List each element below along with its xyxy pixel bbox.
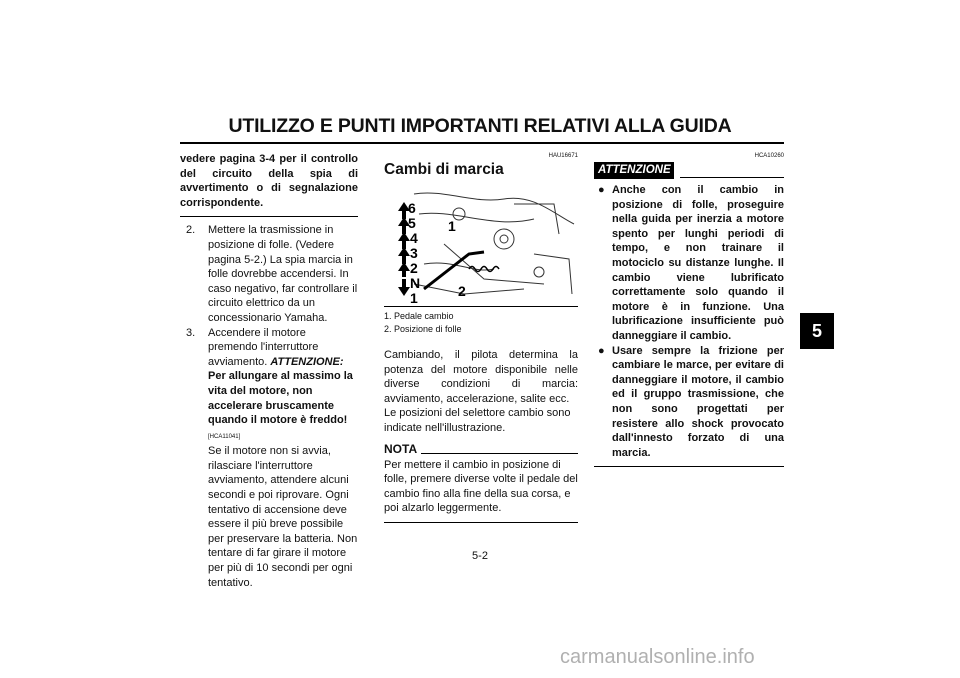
attention-badge: ATTENZIONE [594, 162, 674, 179]
nota-heading [384, 442, 578, 456]
nota-rule [421, 453, 578, 454]
nota-label: NOTA [384, 441, 418, 456]
step-text-b: Se il motore non si avvia, rilasciare l'interruttore avviamento, attendere alcuni secondi e poi riprovare. Ogni tentativo di accensione deve essere il più breve possibile per preservare la batteria. Non tentare di far girare il motore per più di 10 secondi per ogni tentativo. [208, 445, 358, 589]
column-3 [594, 152, 784, 467]
list-item [594, 183, 784, 344]
attention-end-rule [594, 466, 784, 467]
gear-label: 5 [408, 215, 416, 231]
callout-2: 2 [458, 283, 466, 299]
gear-label: 1 [410, 290, 418, 304]
nota-text: Per mettere il cambio in posizione di folle, premere diverse volte il pedale del cambio fino alla fine della sua corsa, e poi alzarlo leggermente. [384, 458, 578, 515]
body-text-2: Le posizioni del selettore cambio sono indicate nell'illustrazione. [384, 407, 571, 434]
body-text: Cambiando, il pilota determina la potenza del motore disponibile nelle diverse condizioni di marcia: avviamento, accelerazione, salite ecc. [384, 349, 578, 405]
step-number: 3. [186, 326, 196, 339]
reference-code: [HCA11041] [208, 433, 241, 440]
list-item [594, 344, 784, 461]
watermark: carmanualsonline.info [560, 646, 755, 668]
figure-rule [384, 306, 578, 307]
attention-code: HCA10260 [754, 153, 784, 159]
nota-end-rule [384, 522, 578, 523]
column-2 [384, 152, 578, 523]
attention-heading [594, 162, 784, 179]
bullet-text: Usare sempre la frizione per cambiare le marce, per evitare di danneggiare il motore, il cambio ed il gruppo trasmissione, che non sono progettati per resistere allo shock provocato dall'innesto forzato di una marcia. [612, 344, 784, 459]
gear-shift-illustration [384, 184, 578, 304]
gear-label: 2 [410, 260, 418, 276]
gear-label: N [410, 275, 421, 291]
bullet-icon: ● [598, 344, 605, 357]
caption-2: 2. Posizione di folle [384, 324, 462, 334]
section-code: HAU16671 [548, 153, 578, 159]
gear-label: 6 [408, 200, 416, 216]
step-text: Mettere la trasmissione in posizione di folle. (Vedere pagina 5-2.) La spia marcia in folle dovrebbe accendersi. In caso negativo, far controllare il circuito elettrico da un concessionario Yamaha. [208, 224, 358, 324]
attention-rule [680, 177, 784, 178]
step-3 [180, 326, 358, 591]
step-2 [180, 223, 358, 325]
page-title: UTILIZZO E PUNTI IMPORTANTI RELATIVI ALLA GUIDA [228, 115, 732, 137]
bullet-icon: ● [598, 184, 605, 196]
section-title: Cambi di marcia [384, 161, 504, 178]
gear-label: 3 [410, 245, 418, 261]
caption-1: 1. Pedale cambio [384, 311, 454, 321]
step-text [202, 326, 358, 591]
gear-shift-figure [384, 184, 578, 304]
gear-label: 4 [410, 230, 418, 246]
page-number: 5-2 [472, 550, 488, 562]
chapter-tab: 5 [800, 313, 834, 349]
column-1 [180, 152, 358, 590]
bullet-text: Anche con il cambio in posizione di folle, proseguire nella guida per inerzia a motore spento per lunghi periodi di tempo, e non trainare il motociclo su distanze lunghe. Il cambio viene lubrificato correttamente solo quando il motore è in funzione. Una lubrificazione insufficiente può danneggiare il cambio. [612, 184, 784, 342]
intro-text: vedere pagina 3-4 per il controllo del circuito della spia di avvertimento o di segnalazione corrispondente. [180, 153, 358, 209]
attention-label: ATTENZIONE: [270, 355, 344, 368]
header-rule [180, 142, 784, 144]
attention-text: Per allungare al massimo la vita del motore, non accelerare bruscamente quando il motore è freddo! [208, 370, 353, 427]
step-number: 2. [186, 224, 196, 237]
step-text-a: Accendere il motore premendo l'interruttore avviamento. [208, 326, 319, 368]
callout-1: 1 [448, 218, 456, 234]
attention-list [594, 183, 784, 460]
intro-rule [180, 216, 358, 217]
